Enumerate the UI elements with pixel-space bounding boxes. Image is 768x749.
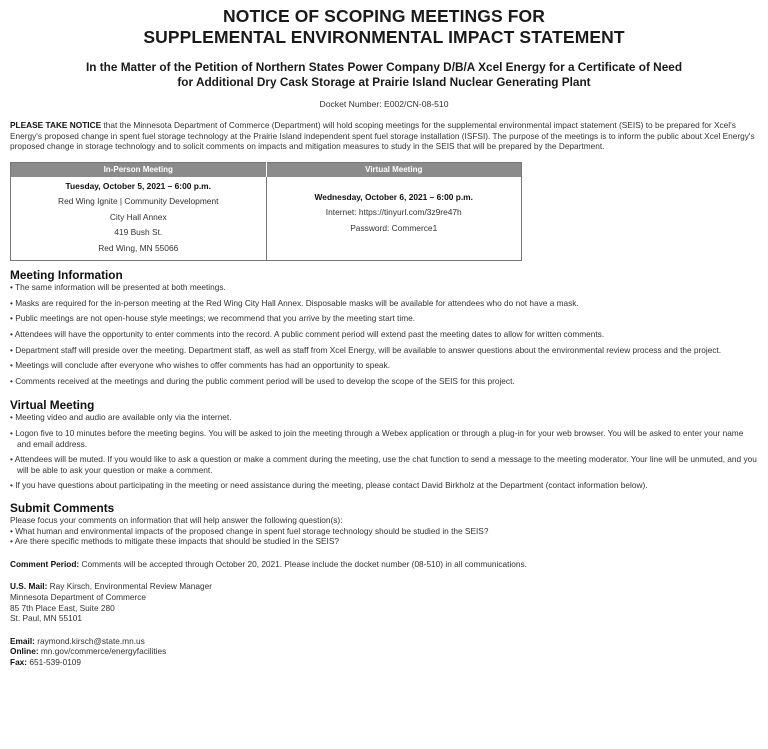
virtual-cell [266, 177, 522, 261]
mail-line-2: Minnesota Department of Commerce [10, 591, 147, 602]
title-line-1: NOTICE OF SCOPING MEETINGS FOR [223, 6, 545, 26]
in-person-building: City Hall Annex [109, 211, 167, 222]
online-link[interactable]: mn.gov/commerce/energyfacilities [38, 646, 167, 657]
title-line-2: SUPPLEMENTAL ENVIRONMENTAL IMPACT STATEMENT [143, 27, 625, 47]
meeting-info-list [10, 282, 758, 386]
virtual-url[interactable]: Internet: https://tinyurl.com/3z9re47h [325, 207, 462, 218]
mail-name: Ray Kirsch, Environmental Review Manager [47, 581, 212, 592]
fax-number: 651-539-0109 [27, 656, 82, 667]
fax-label: Fax: [10, 656, 28, 667]
list-item: • Are there specific methods to mitigate these impacts that should be studied in the SEIS? [10, 536, 339, 547]
list-item: • Logon five to 10 minutes before the meeting begins. You will be asked to join the meeting through a Webex application or through a plug-in for your web browser. You will be asked to enter your name and email address. [10, 428, 744, 449]
list-item: • What human and environmental impacts of the proposed change in spent fuel storage technology should be studied in the SEIS? [10, 525, 489, 536]
meetings-table [10, 162, 522, 262]
in-person-venue: Red Wing Ignite | Community Development [58, 196, 219, 207]
submit-comments-section [10, 502, 758, 547]
list-item: • Meetings will conclude after everyone who wishes to offer comments has had an opportunity to speak. [10, 360, 391, 371]
mail-address [10, 581, 758, 623]
mail-line-4: St. Paul, MN 55101 [10, 613, 82, 624]
virtual-meeting-list [10, 412, 758, 491]
in-person-header: In-Person Meeting [11, 162, 267, 177]
submit-comments-list [10, 515, 758, 547]
in-person-cell [11, 177, 267, 261]
comment-period-label: Comment Period: [10, 558, 80, 569]
virtual-header: Virtual Meeting [266, 162, 522, 177]
email-label: Email: [10, 635, 35, 646]
subtitle-line-1: In the Matter of the Petition of Northern States Power Company D/B/A Xcel Energy for a Certificate of Need [85, 60, 683, 74]
virtual-password: Password: Commerce1 [350, 222, 438, 233]
docket-number: Docket Number: E002/CN-08-510 [319, 99, 449, 109]
meeting-info-section [10, 269, 758, 386]
notice-body: that the Minnesota Department of Commerce (Department) will hold scoping meetings for the supplemental environmental impact statement (SEIS) to be prepared for Xcel's Energy's proposed change in spent fuel storage technology at the Prairie Island independent spent fuel storage installation (ISFSI). The purpose of the meetings is to inform the public about Xcel Energy's proposed change in storage technology and to solicit comments on impacts and mitigation measures to study in the SEIS that will be prepared by the Department. [10, 120, 755, 152]
mail-label: U.S. Mail: [10, 581, 48, 592]
in-person-city: Red Wing, MN 55066 [98, 242, 179, 253]
contact-info [10, 636, 758, 668]
comment-period-text: Comments will be accepted through October 20, 2021. Please include the docket number (08-510) in all communications. [79, 558, 527, 569]
online-label: Online: [10, 646, 39, 657]
list-item: • Public meetings are not open-house style meetings; we recommend that you arrive by the meeting start time. [10, 313, 416, 324]
list-item: • Masks are required for the in-person meeting at the Red Wing City Hall Annex. Disposable masks will be available for attendees who do not have a mask. [10, 297, 579, 308]
virtual-meeting-section [10, 399, 758, 491]
list-item: • Meeting video and audio are available only via the internet. [10, 412, 232, 423]
notice-page [10, 6, 758, 668]
list-item: • The same information will be presented at both meetings. [10, 282, 226, 293]
notice-lead: PLEASE TAKE NOTICE [10, 120, 102, 130]
virtual-meeting-heading: Virtual Meeting [10, 398, 95, 413]
in-person-date: Tuesday, October 5, 2021 – 6:00 p.m. [65, 180, 211, 191]
subtitle-line-2: for Additional Dry Cask Storage at Prairie Island Nuclear Generating Plant [177, 75, 591, 89]
virtual-date: Wednesday, October 6, 2021 – 6:00 p.m. [314, 191, 473, 202]
in-person-street: 419 Bush St. [114, 227, 163, 238]
list-item: • Department staff will preside over the meeting. Department staff, as well as staff from Xcel Energy, will be available to answer questions about the environmental review process and the project. [10, 344, 722, 355]
list-item: • Comments received at the meetings and during the public comment period will be used to develop the scope of the SEIS for this project. [10, 375, 515, 386]
list-item: • Attendees will have the opportunity to enter comments into the record. A public comment period will extend past the meeting dates to allow for written comments. [10, 329, 605, 340]
submit-comments-heading: Submit Comments [10, 501, 115, 515]
list-item: • If you have questions about participating in the meeting or need assistance during the meeting, please contact David Birkholz at the Department (contact information below). [10, 480, 648, 491]
notice-paragraph [10, 120, 758, 152]
list-item: • Attendees will be muted. If you would like to ask a question or make a comment during the meeting, use the chat function to send a message to the meeting moderator. Your line will be unmuted, and you will be able to ask your question or make a comment. [10, 454, 757, 475]
comment-period [10, 559, 758, 570]
submit-comments-intro: Please focus your comments on information that will help answer the following question(s): [10, 515, 343, 525]
petition-subtitle [10, 60, 758, 90]
email-link[interactable]: raymond.kirsch@state.mn.us [34, 635, 145, 646]
meeting-info-heading: Meeting Information [10, 268, 123, 283]
mail-line-3: 85 7th Place East, Suite 280 [10, 602, 115, 613]
page-title [10, 6, 758, 48]
